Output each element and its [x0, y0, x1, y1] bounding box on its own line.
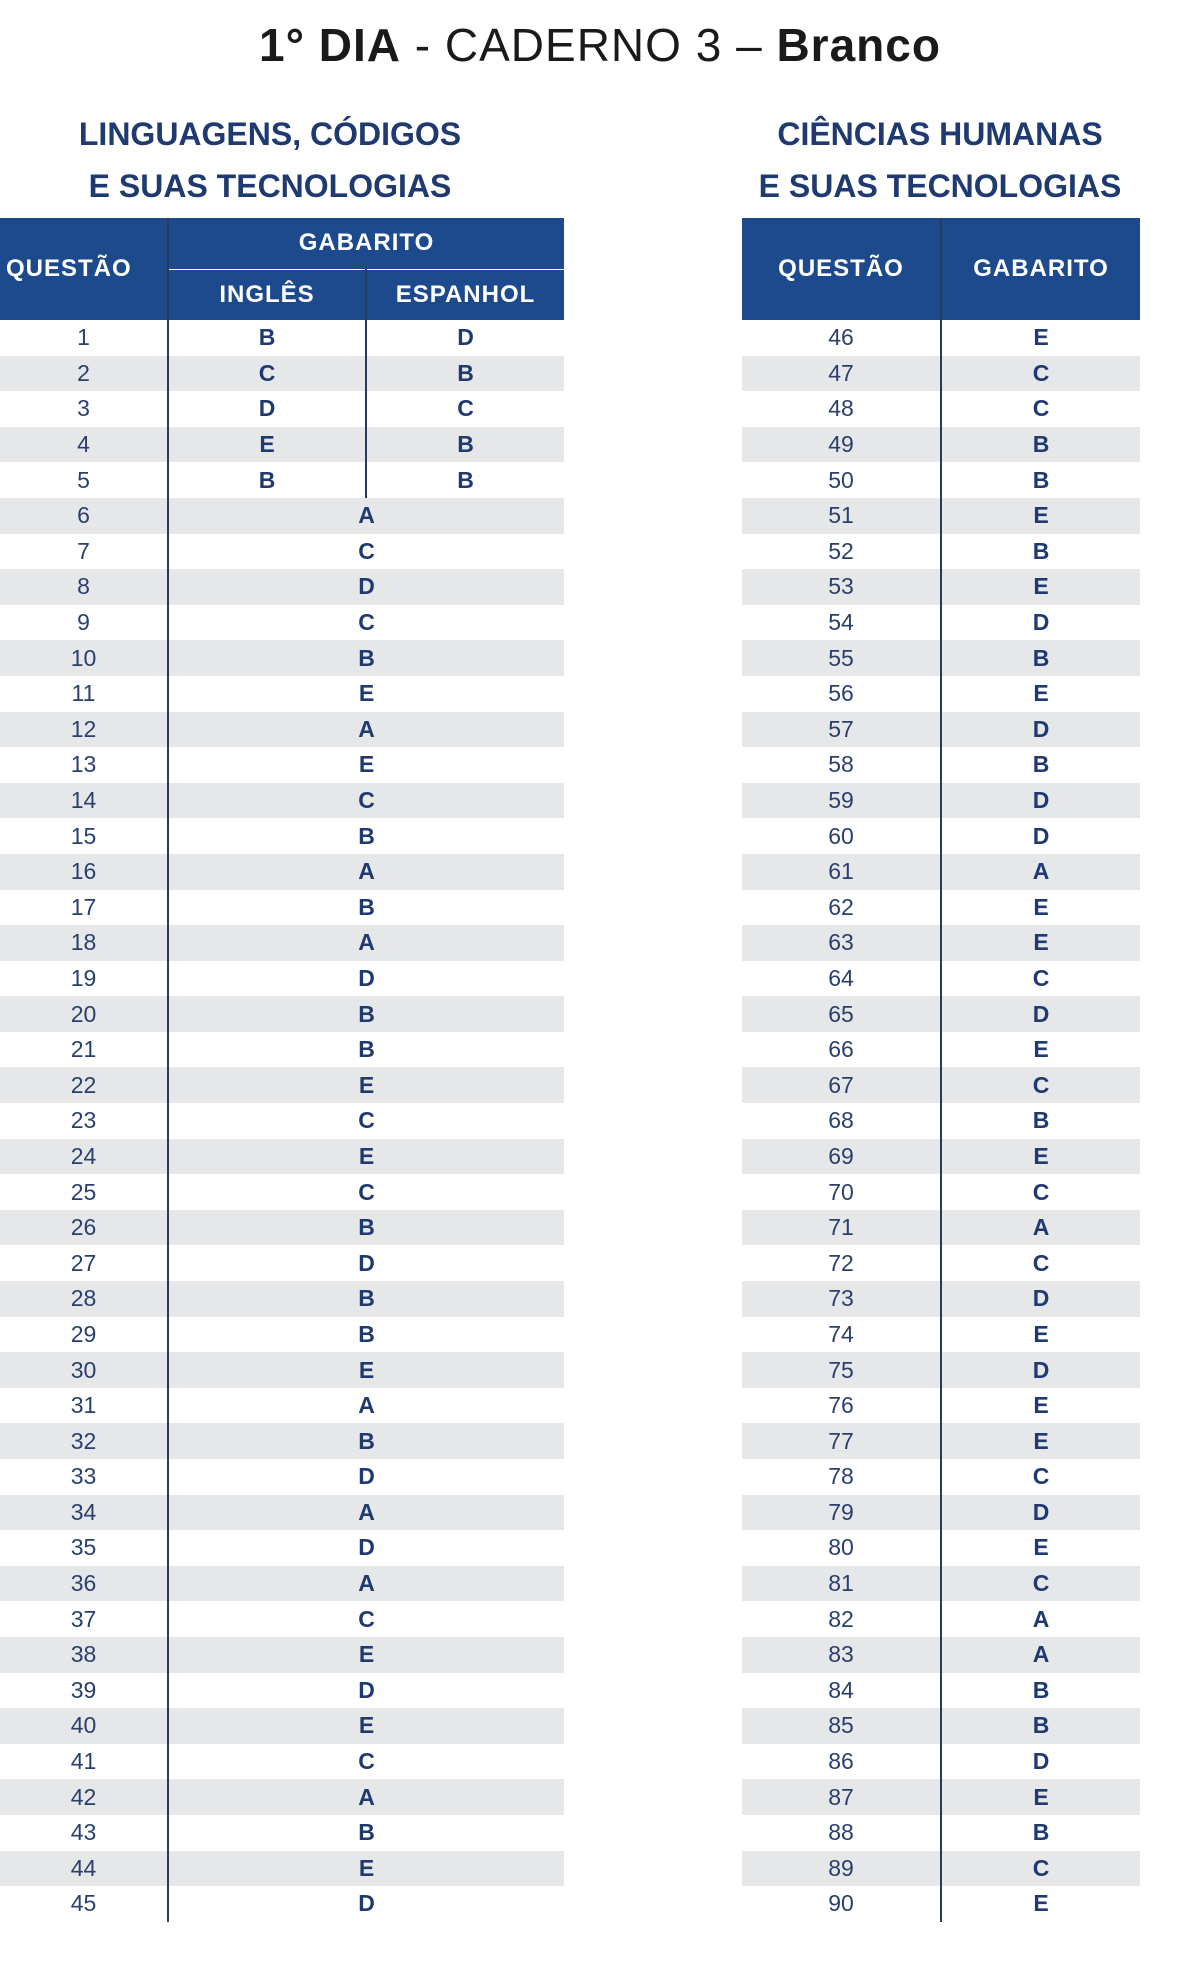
answer-espanhol: B	[366, 462, 564, 498]
question-number: 37	[70, 1605, 97, 1632]
table-row	[742, 1673, 1140, 1709]
answer-letter: D	[941, 1495, 1140, 1531]
question-number: 76	[828, 1392, 854, 1419]
question-number: 88	[828, 1819, 854, 1846]
question-number: 41	[70, 1748, 97, 1775]
answer-letter: E	[941, 498, 1140, 534]
answer-letter: B	[168, 1317, 564, 1353]
answer-letter: B	[168, 640, 564, 676]
answer-letter: C	[168, 783, 564, 819]
title-booklet: - CADERNO 3 –	[401, 19, 777, 71]
answer-letter: D	[941, 1281, 1140, 1317]
question-number: 7	[77, 537, 90, 564]
table-row	[742, 1245, 1140, 1281]
answer-letter: B	[168, 818, 564, 854]
answer-letter: D	[168, 569, 564, 605]
question-number: 53	[742, 569, 941, 605]
question-number: 89	[742, 1851, 941, 1887]
question-number: 50	[828, 466, 854, 493]
header-gabarito: GABARITO	[168, 218, 564, 269]
title-color: Branco	[776, 19, 941, 71]
question-number: 67	[742, 1067, 941, 1103]
answer-letter: A	[941, 1210, 1140, 1246]
question-number: 36	[0, 1566, 168, 1602]
question-number: 6	[0, 498, 168, 534]
table-row	[0, 1673, 564, 1709]
question-number: 64	[828, 964, 854, 991]
question-number: 86	[828, 1748, 854, 1775]
question-number: 47	[742, 356, 941, 392]
answer-letter: E	[941, 1423, 1140, 1459]
table-row	[742, 996, 1140, 1032]
answer-ingles: D	[168, 391, 366, 427]
table-row	[0, 1388, 564, 1424]
section-title-line: E SUAS TECNOLOGIAS	[88, 168, 452, 204]
answer-letter: C	[941, 1566, 1140, 1602]
table-row	[0, 1530, 564, 1566]
table-row	[0, 1815, 564, 1851]
header-gabarito: GABARITO	[941, 218, 1140, 320]
table-row	[742, 1566, 1140, 1602]
answer-letter: E	[941, 890, 1140, 926]
question-number: 75	[742, 1352, 941, 1388]
answer-letter: B	[168, 1032, 564, 1068]
table-row	[0, 1103, 564, 1139]
answer-letter: E	[941, 925, 1140, 961]
answer-letter: D	[168, 961, 564, 997]
answer-ingles: B	[168, 320, 366, 356]
question-number: 14	[0, 783, 168, 819]
table-row	[0, 890, 564, 926]
answer-letter: E	[941, 1388, 1140, 1424]
header-questao: QUESTÃO	[0, 218, 168, 320]
table-row	[742, 1779, 1140, 1815]
answer-letter: E	[941, 569, 1140, 605]
section-title-line: LINGUAGENS, CÓDIGOS	[78, 116, 462, 152]
question-number: 5	[77, 466, 90, 493]
answer-letter: C	[941, 1851, 1140, 1887]
question-number: 31	[70, 1392, 97, 1419]
table-row	[742, 818, 1140, 854]
table-row	[742, 1352, 1140, 1388]
table-row	[0, 1245, 564, 1281]
table-row	[0, 925, 564, 961]
answer-letter: B	[168, 1281, 564, 1317]
table-row	[742, 498, 1140, 534]
question-number: 38	[0, 1637, 168, 1673]
table-row	[0, 1067, 564, 1103]
question-number: 61	[742, 854, 941, 890]
question-number: 72	[828, 1249, 854, 1276]
answer-letter: E	[168, 1637, 564, 1673]
section-title-line: E SUAS TECNOLOGIAS	[758, 168, 1122, 204]
table-row	[0, 640, 564, 676]
answer-ingles: B	[168, 462, 366, 498]
question-number: 32	[0, 1423, 168, 1459]
table-row	[742, 462, 1140, 498]
answer-letter: E	[168, 1708, 564, 1744]
table-row	[0, 1744, 564, 1780]
question-number: 16	[0, 854, 168, 890]
answer-letter: B	[941, 1103, 1140, 1139]
table-row	[742, 1530, 1140, 1566]
question-number: 1	[77, 324, 90, 351]
table-row	[742, 712, 1140, 748]
table-row	[742, 854, 1140, 890]
answer-letter: D	[168, 1886, 564, 1922]
answer-letter: E	[168, 676, 564, 712]
answer-letter: A	[168, 712, 564, 748]
table-row	[742, 569, 1140, 605]
question-number: 74	[828, 1320, 854, 1347]
answer-letter: C	[168, 605, 564, 641]
answer-letter: C	[168, 534, 564, 570]
question-number: 58	[828, 751, 854, 778]
answer-ingles: C	[168, 356, 366, 392]
question-number: 20	[0, 996, 168, 1032]
question-number: 59	[742, 783, 941, 819]
answer-key-table-linguagens	[0, 218, 564, 1922]
question-number: 23	[70, 1107, 97, 1134]
table-row	[742, 1139, 1140, 1175]
question-number: 56	[828, 680, 854, 707]
table-row	[742, 1459, 1140, 1495]
question-number: 44	[0, 1851, 168, 1887]
question-number: 55	[742, 640, 941, 676]
header-espanhol: ESPANHOL	[366, 269, 564, 320]
question-number: 42	[0, 1779, 168, 1815]
table-row	[0, 1601, 564, 1637]
table-row	[0, 676, 564, 712]
table-row	[742, 783, 1140, 819]
question-number: 26	[0, 1210, 168, 1246]
question-number: 63	[742, 925, 941, 961]
answer-letter: D	[941, 996, 1140, 1032]
question-number: 48	[828, 395, 854, 422]
question-number: 10	[0, 640, 168, 676]
header-questao: QUESTÃO	[742, 218, 941, 320]
table-row	[0, 427, 564, 463]
answer-letter: D	[941, 783, 1140, 819]
answer-letter: B	[941, 747, 1140, 783]
answer-espanhol: D	[366, 320, 564, 356]
answer-letter: B	[168, 1423, 564, 1459]
section-title-linguagens	[0, 108, 540, 212]
table-row	[0, 534, 564, 570]
table-row	[0, 1352, 564, 1388]
question-number: 35	[70, 1534, 97, 1561]
answer-letter: B	[941, 640, 1140, 676]
answer-letter: D	[941, 818, 1140, 854]
answer-letter: E	[168, 1851, 564, 1887]
answer-letter: E	[941, 676, 1140, 712]
question-number: 17	[70, 893, 97, 920]
question-number: 15	[70, 822, 97, 849]
question-number: 90	[828, 1890, 854, 1917]
section-title-humanas	[740, 108, 1140, 212]
answer-letter: E	[168, 1067, 564, 1103]
table-row	[742, 1744, 1140, 1780]
question-number: 49	[742, 427, 941, 463]
answer-espanhol: C	[366, 391, 564, 427]
answer-letter: A	[941, 854, 1140, 890]
question-number: 71	[742, 1210, 941, 1246]
question-number: 79	[742, 1495, 941, 1531]
answer-espanhol: B	[366, 356, 564, 392]
question-number: 70	[828, 1178, 854, 1205]
question-number: 80	[828, 1534, 854, 1561]
table-row	[0, 1317, 564, 1353]
question-number: 62	[828, 893, 854, 920]
table-row	[0, 818, 564, 854]
question-number: 77	[742, 1423, 941, 1459]
answer-espanhol: B	[366, 427, 564, 463]
question-number: 22	[0, 1067, 168, 1103]
answer-letter: B	[941, 1708, 1140, 1744]
answer-letter: A	[168, 1566, 564, 1602]
question-number: 18	[0, 925, 168, 961]
table-row	[742, 1886, 1140, 1922]
question-number: 19	[70, 964, 97, 991]
table-row	[0, 854, 564, 890]
answer-letter: C	[941, 1245, 1140, 1281]
answer-letter: A	[168, 498, 564, 534]
table-row	[0, 961, 564, 997]
answer-letter: E	[941, 1317, 1140, 1353]
question-number: 25	[70, 1178, 97, 1205]
table-row	[742, 1495, 1140, 1531]
question-number: 2	[0, 356, 168, 392]
question-number: 43	[70, 1819, 97, 1846]
table-row	[0, 1281, 564, 1317]
table-row	[0, 1139, 564, 1175]
answer-letter: E	[168, 1139, 564, 1175]
section-title-line: CIÊNCIAS HUMANAS	[777, 116, 1103, 152]
answer-letter: B	[941, 462, 1140, 498]
question-number: 51	[742, 498, 941, 534]
question-number: 9	[77, 609, 90, 636]
table-row	[0, 1423, 564, 1459]
table-row	[0, 1708, 564, 1744]
title-day: 1° DIA	[259, 19, 402, 71]
answer-letter: E	[941, 1139, 1140, 1175]
table-row	[0, 320, 564, 356]
question-number: 73	[742, 1281, 941, 1317]
table-row	[742, 1281, 1140, 1317]
question-number: 83	[742, 1637, 941, 1673]
page-title	[0, 18, 1200, 72]
answer-letter: B	[941, 1815, 1140, 1851]
answer-letter: B	[941, 534, 1140, 570]
question-number: 33	[70, 1463, 97, 1490]
table-row	[0, 569, 564, 605]
table-row	[742, 640, 1140, 676]
answer-letter: C	[941, 1067, 1140, 1103]
answer-letter: C	[168, 1174, 564, 1210]
question-number: 54	[828, 609, 854, 636]
answer-letter: C	[941, 391, 1140, 427]
table-row	[0, 1174, 564, 1210]
answer-letter: B	[941, 1673, 1140, 1709]
question-number: 57	[742, 712, 941, 748]
table-row	[0, 712, 564, 748]
table-row	[742, 1708, 1140, 1744]
answer-letter: E	[941, 1530, 1140, 1566]
table-row	[742, 1174, 1140, 1210]
answer-letter: E	[168, 747, 564, 783]
table-row	[0, 1210, 564, 1246]
table-row	[742, 1067, 1140, 1103]
table-row	[0, 1886, 564, 1922]
answer-letter: B	[168, 1210, 564, 1246]
question-number: 46	[828, 324, 854, 351]
answer-letter: C	[941, 961, 1140, 997]
table-row	[0, 1637, 564, 1673]
answer-key-table-humanas	[742, 218, 1140, 1922]
answer-letter: D	[168, 1673, 564, 1709]
question-number: 52	[828, 537, 854, 564]
answer-letter: A	[168, 925, 564, 961]
answer-letter: C	[168, 1103, 564, 1139]
table-row	[742, 1317, 1140, 1353]
answer-letter: D	[168, 1459, 564, 1495]
table-row	[742, 925, 1140, 961]
table-row	[742, 676, 1140, 712]
answer-letter: D	[168, 1530, 564, 1566]
answer-ingles: E	[168, 427, 366, 463]
table-row	[0, 1851, 564, 1887]
table-row	[742, 1423, 1140, 1459]
answer-letter: B	[941, 427, 1140, 463]
answer-letter: A	[941, 1637, 1140, 1673]
table-row	[0, 1495, 564, 1531]
answer-letter: D	[941, 1352, 1140, 1388]
question-number: 28	[0, 1281, 168, 1317]
header-ingles: INGLÊS	[168, 269, 366, 320]
question-number: 29	[70, 1320, 97, 1347]
question-number: 87	[742, 1779, 941, 1815]
table-row	[0, 1032, 564, 1068]
table-row	[742, 356, 1140, 392]
answer-letter: D	[941, 712, 1140, 748]
answer-letter: E	[941, 1779, 1140, 1815]
table-row	[742, 1601, 1140, 1637]
table-row	[742, 1032, 1140, 1068]
question-number: 4	[0, 427, 168, 463]
answer-letter: B	[168, 996, 564, 1032]
question-number: 34	[0, 1495, 168, 1531]
answer-letter: E	[941, 1032, 1140, 1068]
table-row	[742, 1103, 1140, 1139]
question-number: 66	[828, 1036, 854, 1063]
question-number: 84	[828, 1676, 854, 1703]
answer-letter: D	[941, 1744, 1140, 1780]
table-row	[0, 1566, 564, 1602]
table-row	[742, 534, 1140, 570]
question-number: 45	[70, 1890, 97, 1917]
table-row	[742, 391, 1140, 427]
question-number: 12	[0, 712, 168, 748]
table-row	[742, 427, 1140, 463]
question-number: 30	[0, 1352, 168, 1388]
table-row	[0, 356, 564, 392]
answer-letter: A	[941, 1601, 1140, 1637]
table-row	[0, 783, 564, 819]
answer-letter: A	[168, 1388, 564, 1424]
table-row	[742, 1210, 1140, 1246]
question-number: 85	[742, 1708, 941, 1744]
answer-letter: B	[168, 1815, 564, 1851]
question-number: 68	[828, 1107, 854, 1134]
answer-letter: A	[168, 1495, 564, 1531]
table-row	[742, 605, 1140, 641]
table-row	[742, 961, 1140, 997]
table-row	[0, 996, 564, 1032]
question-number: 13	[70, 751, 97, 778]
question-number: 39	[70, 1676, 97, 1703]
question-number: 24	[0, 1139, 168, 1175]
question-number: 3	[77, 395, 90, 422]
answer-letter: D	[168, 1245, 564, 1281]
answer-letter: C	[168, 1744, 564, 1780]
table-row	[0, 1459, 564, 1495]
table-row	[0, 391, 564, 427]
table-row	[742, 320, 1140, 356]
question-number: 8	[0, 569, 168, 605]
table-row	[742, 747, 1140, 783]
table-row	[0, 498, 564, 534]
answer-letter: C	[941, 1459, 1140, 1495]
answer-letter: C	[941, 356, 1140, 392]
question-number: 40	[0, 1708, 168, 1744]
table-row	[0, 462, 564, 498]
question-number: 78	[828, 1463, 854, 1490]
answer-letter: A	[168, 1779, 564, 1815]
table-row	[742, 1851, 1140, 1887]
table-row	[742, 1388, 1140, 1424]
answer-letter: D	[941, 605, 1140, 641]
answer-letter: C	[941, 1174, 1140, 1210]
table-row	[742, 1637, 1140, 1673]
answer-letter: A	[168, 854, 564, 890]
answer-letter: E	[941, 320, 1140, 356]
question-number: 27	[70, 1249, 97, 1276]
table-row	[0, 747, 564, 783]
question-number: 82	[828, 1605, 854, 1632]
answer-letter: E	[168, 1352, 564, 1388]
question-number: 81	[742, 1566, 941, 1602]
question-number: 69	[742, 1139, 941, 1175]
answer-letter: C	[168, 1601, 564, 1637]
answer-letter: E	[941, 1886, 1140, 1922]
table-row	[742, 1815, 1140, 1851]
question-number: 11	[71, 680, 96, 707]
table-row	[742, 890, 1140, 926]
question-number: 60	[828, 822, 854, 849]
table-row	[0, 605, 564, 641]
table-row	[0, 1779, 564, 1815]
question-number: 21	[70, 1036, 97, 1063]
question-number: 65	[742, 996, 941, 1032]
answer-letter: B	[168, 890, 564, 926]
